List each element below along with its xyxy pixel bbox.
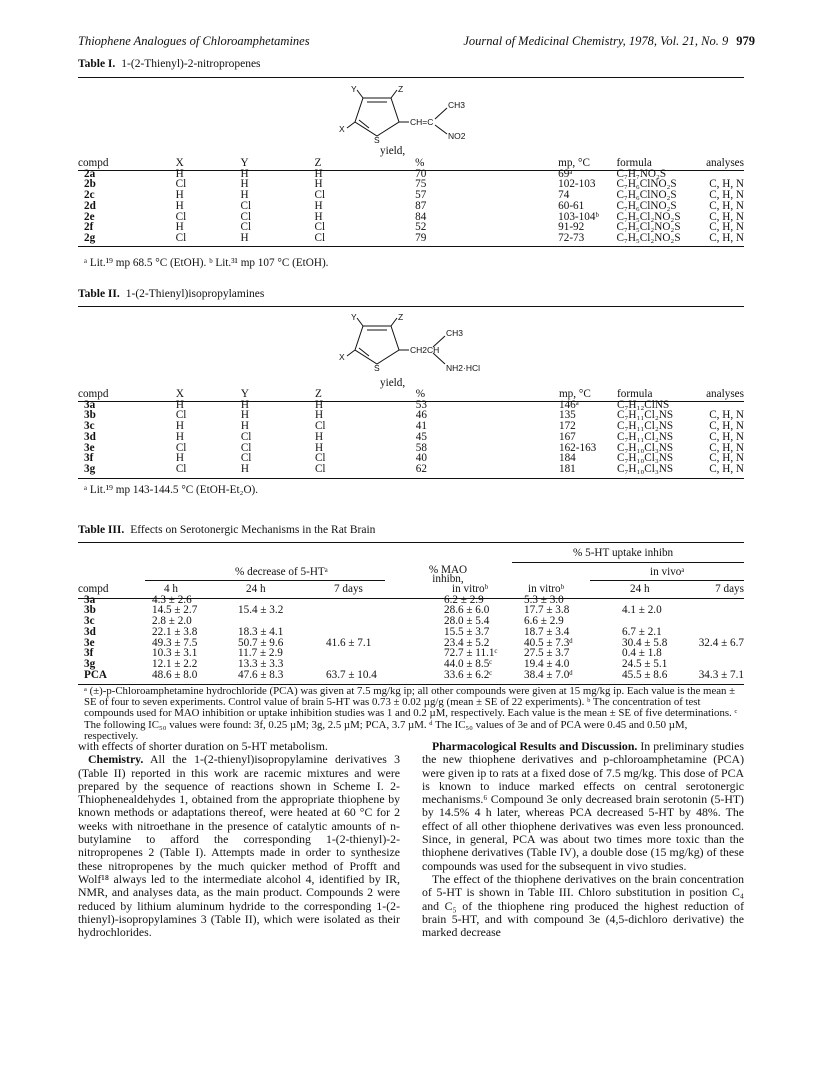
table1-yield-head: yield,	[380, 145, 406, 157]
t3-cell: 3c	[84, 615, 95, 628]
table2-structure	[335, 312, 505, 376]
t3-cell: 48.6 ± 8.0	[152, 668, 198, 681]
table3-caption	[78, 524, 375, 536]
t3-cell: 63.7 ± 10.4	[326, 668, 377, 681]
t2-cell: 53	[415, 398, 427, 411]
t2-cell: 3d	[84, 430, 96, 443]
t1-cell: H	[240, 231, 249, 244]
t1-cell: 72-73	[558, 231, 585, 244]
t3-h-invivo-24h: 24 h	[630, 583, 650, 595]
t2-cell: C, H, N	[709, 430, 744, 443]
t1-h-yield: %	[415, 157, 425, 169]
t3-h-7days: 7 days	[334, 583, 363, 595]
table-row	[78, 627, 744, 638]
struct2-label-ch3: CH3	[446, 328, 464, 338]
thiophene-ring	[355, 98, 399, 136]
t3-cell: 13.3 ± 3.3	[238, 657, 284, 670]
t1-cell: C, H, N	[709, 221, 744, 234]
t1-h-mp: mp, °C	[558, 157, 590, 169]
table2-title: 1-(2-Thienyl)isopropylamines	[125, 288, 265, 300]
t3-cell: 6.6 ± 2.9	[524, 615, 564, 628]
t3-cell: 18.3 ± 4.1	[238, 625, 284, 638]
t3-cell: 41.6 ± 7.1	[326, 636, 372, 649]
t2-cell: H	[314, 409, 324, 422]
right-para-1	[422, 740, 744, 873]
table-row	[78, 233, 744, 244]
t3-cell: 18.7 ± 3.4	[524, 625, 570, 638]
t3-cell	[682, 648, 744, 659]
t2-cell: C₇H₁₀Cl₃NS	[617, 452, 674, 465]
t1-cell: Cl	[240, 210, 252, 223]
t3-cell	[318, 616, 410, 627]
table1-top-rule	[78, 77, 744, 78]
t1-h-formula: formula	[616, 157, 652, 169]
left-para-1: with effects of shorter duration on 5-HT metabolism.	[78, 739, 328, 753]
t3-cell: 4.3 ± 2.6	[152, 593, 192, 606]
t3-cell: 27.5 ± 3.7	[524, 647, 570, 660]
t2-cell: 184	[558, 452, 576, 465]
t2-h-compd: compd	[78, 388, 109, 400]
t1-cell: H	[240, 189, 249, 202]
t2-cell: 172	[558, 420, 576, 433]
struct2-label-y: Y	[351, 312, 357, 322]
t1-cell: 2c	[84, 189, 95, 202]
t3-cell: 44.0 ± 8.5ᶜ	[444, 657, 493, 670]
struct1-label-x: X	[339, 124, 345, 134]
struct1-label-ch: CH=C	[410, 117, 434, 127]
table3-body	[78, 595, 744, 681]
body-right-column	[422, 740, 744, 939]
t2-cell: Cl	[240, 452, 252, 465]
struct1-label-y: Y	[351, 84, 357, 94]
t2-cell: 146ᵃ	[558, 398, 579, 411]
t1-cell: 79	[415, 231, 427, 244]
table1-title: 1-(2-Thienyl)-2-nitropropenes	[121, 58, 261, 70]
t3-cell: 47.6 ± 8.3	[238, 668, 284, 681]
struct1-label-ch3: CH3	[448, 100, 466, 110]
t2-h-mp: mp, °C	[558, 388, 591, 400]
t2-cell: H	[240, 420, 249, 433]
t2-cell: C₇H₁₀Cl₃NS	[617, 462, 674, 475]
t3-cell: 40.5 ± 7.3ᵈ	[524, 636, 573, 649]
t3-cell	[682, 627, 744, 638]
t2-cell: Cl	[175, 441, 187, 454]
running-header-title: Thiophene Analogues of Chloroamphetamines	[78, 34, 310, 48]
t2-cell: C, H, N	[709, 441, 744, 454]
t2-h-analyses: analyses	[706, 388, 744, 400]
t3-cell	[682, 595, 744, 606]
t3-cell: 3f	[84, 647, 94, 660]
t2-cell: H	[175, 398, 184, 411]
table3-top-rule	[78, 542, 744, 543]
t3-cell: 15.4 ± 3.2	[238, 604, 284, 617]
t1-cell: 87	[415, 199, 427, 212]
t1-cell: H	[314, 178, 323, 191]
t3-cell: 15.5 ± 3.7	[444, 625, 490, 638]
t3-cell: 28.0 ± 5.4	[444, 615, 490, 628]
t2-cell: H	[175, 452, 184, 465]
t3-cell: 6.2 ± 2.9	[444, 593, 484, 606]
t1-cell: Cl	[314, 221, 326, 234]
t1-cell: 69ᵃ	[558, 167, 573, 180]
t2-h-z: Z	[314, 388, 322, 400]
table3-footnote: ᵃ (±)-p-Chloroamphetamine hydrochloride (PCA) was given at 7.5 mg/kg ip; all other compounds were given at 15 mg/kg ip. Each value is the mean ± SE of four to seven experiments. Control value of brain 5-HT was 0.73 ± 0.02 µg/g (mean ± SE of 22 experiments). ᵇ The concentration of test compounds used for MAO inhibition or uptake inhibition studies was 1 and 0.2 µM, respectively. Each value is the mean ± SE of five determinations. ᶜ The following IC₅₀ values were found: 3f, 0.25 µM; 3g, 2.5 µM; PCA, 3.7 µM. ᵈ The IC₅₀ values of 3e and of PCA were 0.45 and 0.50 µM, respectively.	[84, 685, 738, 742]
t2-cell: 3b	[84, 409, 96, 422]
t2-h-formula: formula	[617, 388, 653, 400]
table3-head-rule	[78, 598, 744, 599]
t2-cell: H	[314, 441, 324, 454]
t1-cell: C₇H₆ClNO₂S	[616, 199, 677, 212]
t3-cell: 3a	[84, 593, 96, 606]
t3-h-uptake-invitro: in vitroᵇ	[528, 583, 565, 595]
t3-cell: 2.8 ± 2.0	[152, 615, 192, 628]
table1	[78, 158, 744, 244]
t3-cell: 10.3 ± 3.1	[152, 647, 198, 660]
t2-cell: H	[175, 430, 184, 443]
body-left-column	[78, 740, 400, 939]
t1-cell: 60-61	[558, 199, 585, 212]
t1-cell: C₇H₅Cl₂NO₂S	[616, 231, 681, 244]
struct2-label-x: X	[339, 352, 345, 362]
t2-cell: H	[240, 398, 249, 411]
table2-footnote: ᵃ Lit.¹⁹ mp 143-144.5 °C (EtOH-Et₂O).	[84, 484, 259, 496]
t3-group-decrease: % decrease of 5-HTᵃ	[235, 566, 328, 578]
t1-cell: Cl	[175, 231, 187, 244]
t1-cell: 2d	[84, 199, 96, 212]
t1-cell: H	[175, 221, 184, 234]
t3-cell: 32.4 ± 6.7	[698, 636, 744, 649]
t3-cell: 11.7 ± 2.9	[238, 647, 283, 660]
t1-cell: 2g	[84, 231, 96, 244]
t2-cell: C, H, N	[709, 420, 744, 433]
t1-cell: H	[314, 210, 323, 223]
t1-cell: 103-104ᵇ	[558, 210, 599, 223]
left-para-2	[78, 753, 400, 939]
pharmacology-text: In preliminary studies the new thiophene derivatives and p-chloroamphetamine (PCA) were given ip to rats at a fixed dose of 7.5 mg/kg. This dose of PCA is known to induce marked effects on central serotonergic mechanisms.⁶ Compound 3e only decreased brain serotonin (5-HT) by 14.5% 4 h later, whereas PCA decreased 5-HT by 48%. The effect of all other thiophene derivatives was even less pronounced. Since, in general, PCA was about two times more toxic than the thiophene derivatives (Table IV), a double dose (15 mg/kg) of these compounds was used for the subsequent in vivo studies.	[422, 739, 745, 873]
t2-cell: 3c	[84, 420, 95, 433]
t1-cell: H	[175, 167, 184, 180]
t3-cell: PCA	[84, 668, 107, 681]
table2-body	[78, 400, 744, 475]
t2-cell: C, H, N	[709, 452, 744, 465]
struct2-label-s: S	[374, 363, 380, 373]
t1-cell: C₇H₆ClNO₂S	[616, 189, 677, 202]
t2-cell: Cl	[314, 462, 326, 475]
journal-citation: Journal of Medicinal Chemistry, 1978, Vol. 21, No. 9	[463, 34, 729, 48]
t3-group-invivo: in vivoᵃ	[650, 566, 685, 578]
t1-h-z: Z	[314, 157, 322, 169]
t3-group-uptake: % 5-HT uptake inhibn	[573, 547, 674, 559]
t3-h-invivo-7days: 7 days	[715, 583, 744, 595]
t2-cell: 45	[415, 430, 427, 443]
t3-cell: 3b	[84, 604, 96, 617]
t3-cell: 33.6 ± 6.2ᶜ	[444, 668, 493, 681]
t1-cell: H	[314, 199, 323, 212]
t2-cell: 41	[415, 420, 427, 433]
t1-cell: 84	[415, 210, 427, 223]
t2-cell: Cl	[314, 420, 326, 433]
t1-cell: 91-92	[558, 221, 585, 234]
t3-cell	[318, 648, 410, 659]
t1-cell: Cl	[240, 221, 252, 234]
t3-cell: 45.5 ± 8.6	[622, 668, 668, 681]
t1-cell: 74	[558, 189, 570, 202]
t3-cell: 0.4 ± 1.8	[622, 647, 662, 660]
t2-cell: 62	[415, 462, 427, 475]
t3-group-mao: % MAO inhibn,	[428, 564, 468, 585]
t3-h-mao-invitro: in vitroᵇ	[452, 583, 489, 595]
t2-cell: C₇H₁₂ClNS	[617, 398, 670, 411]
table2-top-rule	[78, 306, 744, 307]
t3-cell: 12.1 ± 2.2	[152, 657, 198, 670]
t3-cell: 17.7 ± 3.8	[524, 604, 570, 617]
page-number: 979	[736, 34, 755, 48]
t2-cell: Cl	[314, 452, 326, 465]
struct2-label-nh2hcl: NH2·HCl	[446, 363, 480, 373]
t3-cell	[682, 616, 744, 627]
t2-cell: 135	[558, 409, 576, 422]
t3-cell: 3g	[84, 657, 96, 670]
t2-cell: Cl	[175, 462, 187, 475]
t1-h-y: Y	[240, 157, 249, 169]
t1-h-x: X	[175, 157, 184, 169]
t2-cell: C₇H₁₁Cl₂NS	[617, 420, 674, 433]
t2-cell: Cl	[240, 430, 252, 443]
table1-footnote: ᵃ Lit.¹⁹ mp 68.5 °C (EtOH). ᵇ Lit.³¹ mp 107 °C (EtOH).	[84, 257, 329, 269]
t3-h-compd: compd	[78, 583, 109, 595]
table1-body	[78, 169, 744, 244]
t1-cell: Cl	[175, 178, 187, 191]
struct2-label-z: Z	[398, 312, 404, 322]
t2-cell: H	[175, 420, 184, 433]
t3-h-24h: 24 h	[246, 583, 266, 595]
t2-cell: H	[314, 398, 324, 411]
t2-cell: 167	[558, 430, 576, 443]
t1-cell: C, H, N	[709, 178, 744, 191]
t1-cell: C, H, N	[709, 231, 744, 244]
t1-cell: 2e	[84, 210, 95, 223]
table2-bottom-rule	[78, 478, 744, 479]
t1-cell: Cl	[175, 210, 187, 223]
t2-cell: C₇H₁₀Cl₃NS	[617, 441, 674, 454]
thiophene-ring-2	[355, 326, 399, 364]
table3-label: Table III.	[78, 524, 125, 536]
t3-cell: 72.7 ± 11.1ᶜ	[444, 647, 498, 660]
t2-cell: 40	[415, 452, 427, 465]
t1-cell: C₇H₇NO₂S	[616, 167, 667, 180]
t3-cell: 3e	[84, 636, 95, 649]
right-para-2: The effect of the thiophene derivatives on the brain concentration of 5-HT is shown in Table III. Chloro substitution in position C₄ and C₅ of the thiophene ring produced the highest reduction of brain 5-HT, and with compound 3e (4,5-dichloro derivative) the marked decrease	[422, 871, 744, 940]
t1-cell: C₇H₆ClNO₂S	[616, 178, 677, 191]
t3-decrease-rule	[145, 580, 385, 581]
t3-cell: 14.5 ± 2.7	[152, 604, 198, 617]
pharmacology-heading: Pharmacological Results and Discussion.	[432, 739, 638, 753]
t2-h-x: X	[175, 388, 184, 400]
table-row	[78, 670, 744, 681]
struct2-label-ch2ch: CH2CH	[410, 345, 440, 355]
t3-cell: 28.6 ± 6.0	[444, 604, 490, 617]
t1-cell: Cl	[314, 231, 326, 244]
t2-cell: 46	[415, 409, 427, 422]
t3-cell	[318, 605, 410, 616]
t1-cell: 2b	[84, 178, 96, 191]
t1-cell: 2a	[84, 167, 96, 180]
t1-cell: Cl	[240, 199, 252, 212]
t3-cell: 19.4 ± 4.0	[524, 657, 570, 670]
t1-cell: 2f	[84, 221, 94, 234]
t3-cell: 5.3 ± 3.0	[524, 593, 564, 606]
table-row	[78, 201, 744, 212]
struct1-label-s: S	[374, 135, 380, 144]
t1-cell: H	[240, 167, 249, 180]
t2-cell: 162-163	[558, 441, 597, 454]
t2-cell: H	[314, 430, 324, 443]
t2-cell: C₇H₁₁Cl₂NS	[617, 409, 674, 422]
table-row	[78, 464, 744, 475]
t1-cell: 52	[415, 221, 427, 234]
struct1-label-no2: NO2	[448, 131, 466, 141]
t3-cell: 22.1 ± 3.8	[152, 625, 198, 638]
table1-bottom-rule	[78, 246, 744, 247]
t3-invivo-rule	[590, 580, 744, 581]
t1-h-analyses: analyses	[706, 157, 744, 169]
t3-cell: 34.3 ± 7.1	[698, 668, 744, 681]
struct1-label-z: Z	[398, 84, 404, 94]
t2-cell: C, H, N	[709, 462, 744, 475]
t3-cell: 6.7 ± 2.1	[622, 625, 662, 638]
t2-cell: 3f	[84, 452, 94, 465]
t3-cell: 23.4 ± 5.2	[444, 636, 490, 649]
chemistry-text: All the 1-(2-thienyl)isopropylamine derivatives 3 (Table II) reported in this work are racemic mixtures and were prepared by the sequence of reactions shown in Scheme I. 2-Thiophenealdehydes 1, obtained from the appropriate thiophene by known methods or adaptations thereof, were heated at 60 °C for 2 weeks with nitroethane in the presence of catalytic amounts of n-butylamine to afford the corresponding 1-(2-thienyl)-2-nitropropenes 2 (Table I). Attempts made in order to synthesize these nitropropenes by the much quicker method of Profft and Wolf¹⁸ always led to the intermediate alcohol 4, identified by IR, NMR, and analyses data, as the main product. Compounds 2 were reduced by lithium aluminum hydride to the corresponding 1-(2-thienyl)-isopropylamines 3 (Table II), which were isolated as their hydrochlorides.	[78, 752, 400, 940]
t1-cell: 57	[415, 189, 427, 202]
t1-cell: 102-103	[558, 178, 596, 191]
t2-h-yield: %	[415, 388, 426, 400]
t3-cell: 50.7 ± 9.6	[238, 636, 284, 649]
t3-cell: 3d	[84, 625, 96, 638]
t1-cell: C, H, N	[709, 189, 744, 202]
t3-uptake-rule	[512, 562, 744, 563]
t2-h-y: Y	[240, 388, 249, 400]
t2-cell: C, H, N	[709, 409, 744, 422]
chemistry-heading: Chemistry.	[88, 752, 144, 767]
t3-cell: 49.3 ± 7.5	[152, 636, 198, 649]
t3-h-4h: 4 h	[164, 583, 178, 595]
t1-cell: H	[240, 178, 249, 191]
t2-cell: Cl	[240, 441, 252, 454]
t2-cell: Cl	[175, 409, 187, 422]
t1-h-compd: compd	[78, 157, 109, 169]
t3-cell: 4.1 ± 2.0	[622, 604, 662, 617]
t1-cell: 75	[415, 178, 427, 191]
t1-cell: Cl	[314, 189, 326, 202]
table2-yield-head: yield,	[380, 377, 406, 389]
t3-cell	[318, 627, 410, 638]
table1-caption	[78, 58, 261, 70]
t3-cell	[318, 595, 410, 606]
table-row	[78, 432, 744, 443]
t2-cell: 181	[558, 462, 576, 475]
t2-cell: H	[240, 462, 249, 475]
t2-cell: H	[240, 409, 249, 422]
table2-label: Table II.	[78, 288, 120, 300]
t2-cell: 3g	[84, 462, 96, 475]
t1-cell: C₇H₅Cl₂NO₂S	[616, 210, 681, 223]
table2	[78, 389, 744, 475]
t1-cell: C₇H₅Cl₂NO₂S	[616, 221, 681, 234]
t1-cell: H	[175, 199, 184, 212]
t2-cell: 58	[415, 441, 427, 454]
t1-cell: C, H, N	[709, 199, 744, 212]
table3-title: Effects on Serotonergic Mechanisms in the Rat Brain	[130, 524, 376, 536]
t1-cell: 70	[415, 167, 427, 180]
t3-cell: 38.4 ± 7.0ᵈ	[524, 668, 573, 681]
t3-cell: 30.4 ± 5.8	[622, 636, 668, 649]
t3-cell	[682, 605, 744, 616]
t2-cell: 3e	[84, 441, 95, 454]
t2-cell: C₇H₁₁Cl₂NS	[617, 430, 674, 443]
table1-structure	[335, 84, 505, 144]
running-header-journal	[463, 34, 755, 49]
t1-cell: C, H, N	[709, 210, 744, 223]
t1-cell: H	[175, 189, 184, 202]
table1-label: Table I.	[78, 58, 116, 70]
t1-cell: H	[314, 167, 323, 180]
t3-cell: 24.5 ± 5.1	[622, 657, 668, 670]
t2-cell: 3a	[84, 398, 96, 411]
table2-caption	[78, 288, 264, 300]
